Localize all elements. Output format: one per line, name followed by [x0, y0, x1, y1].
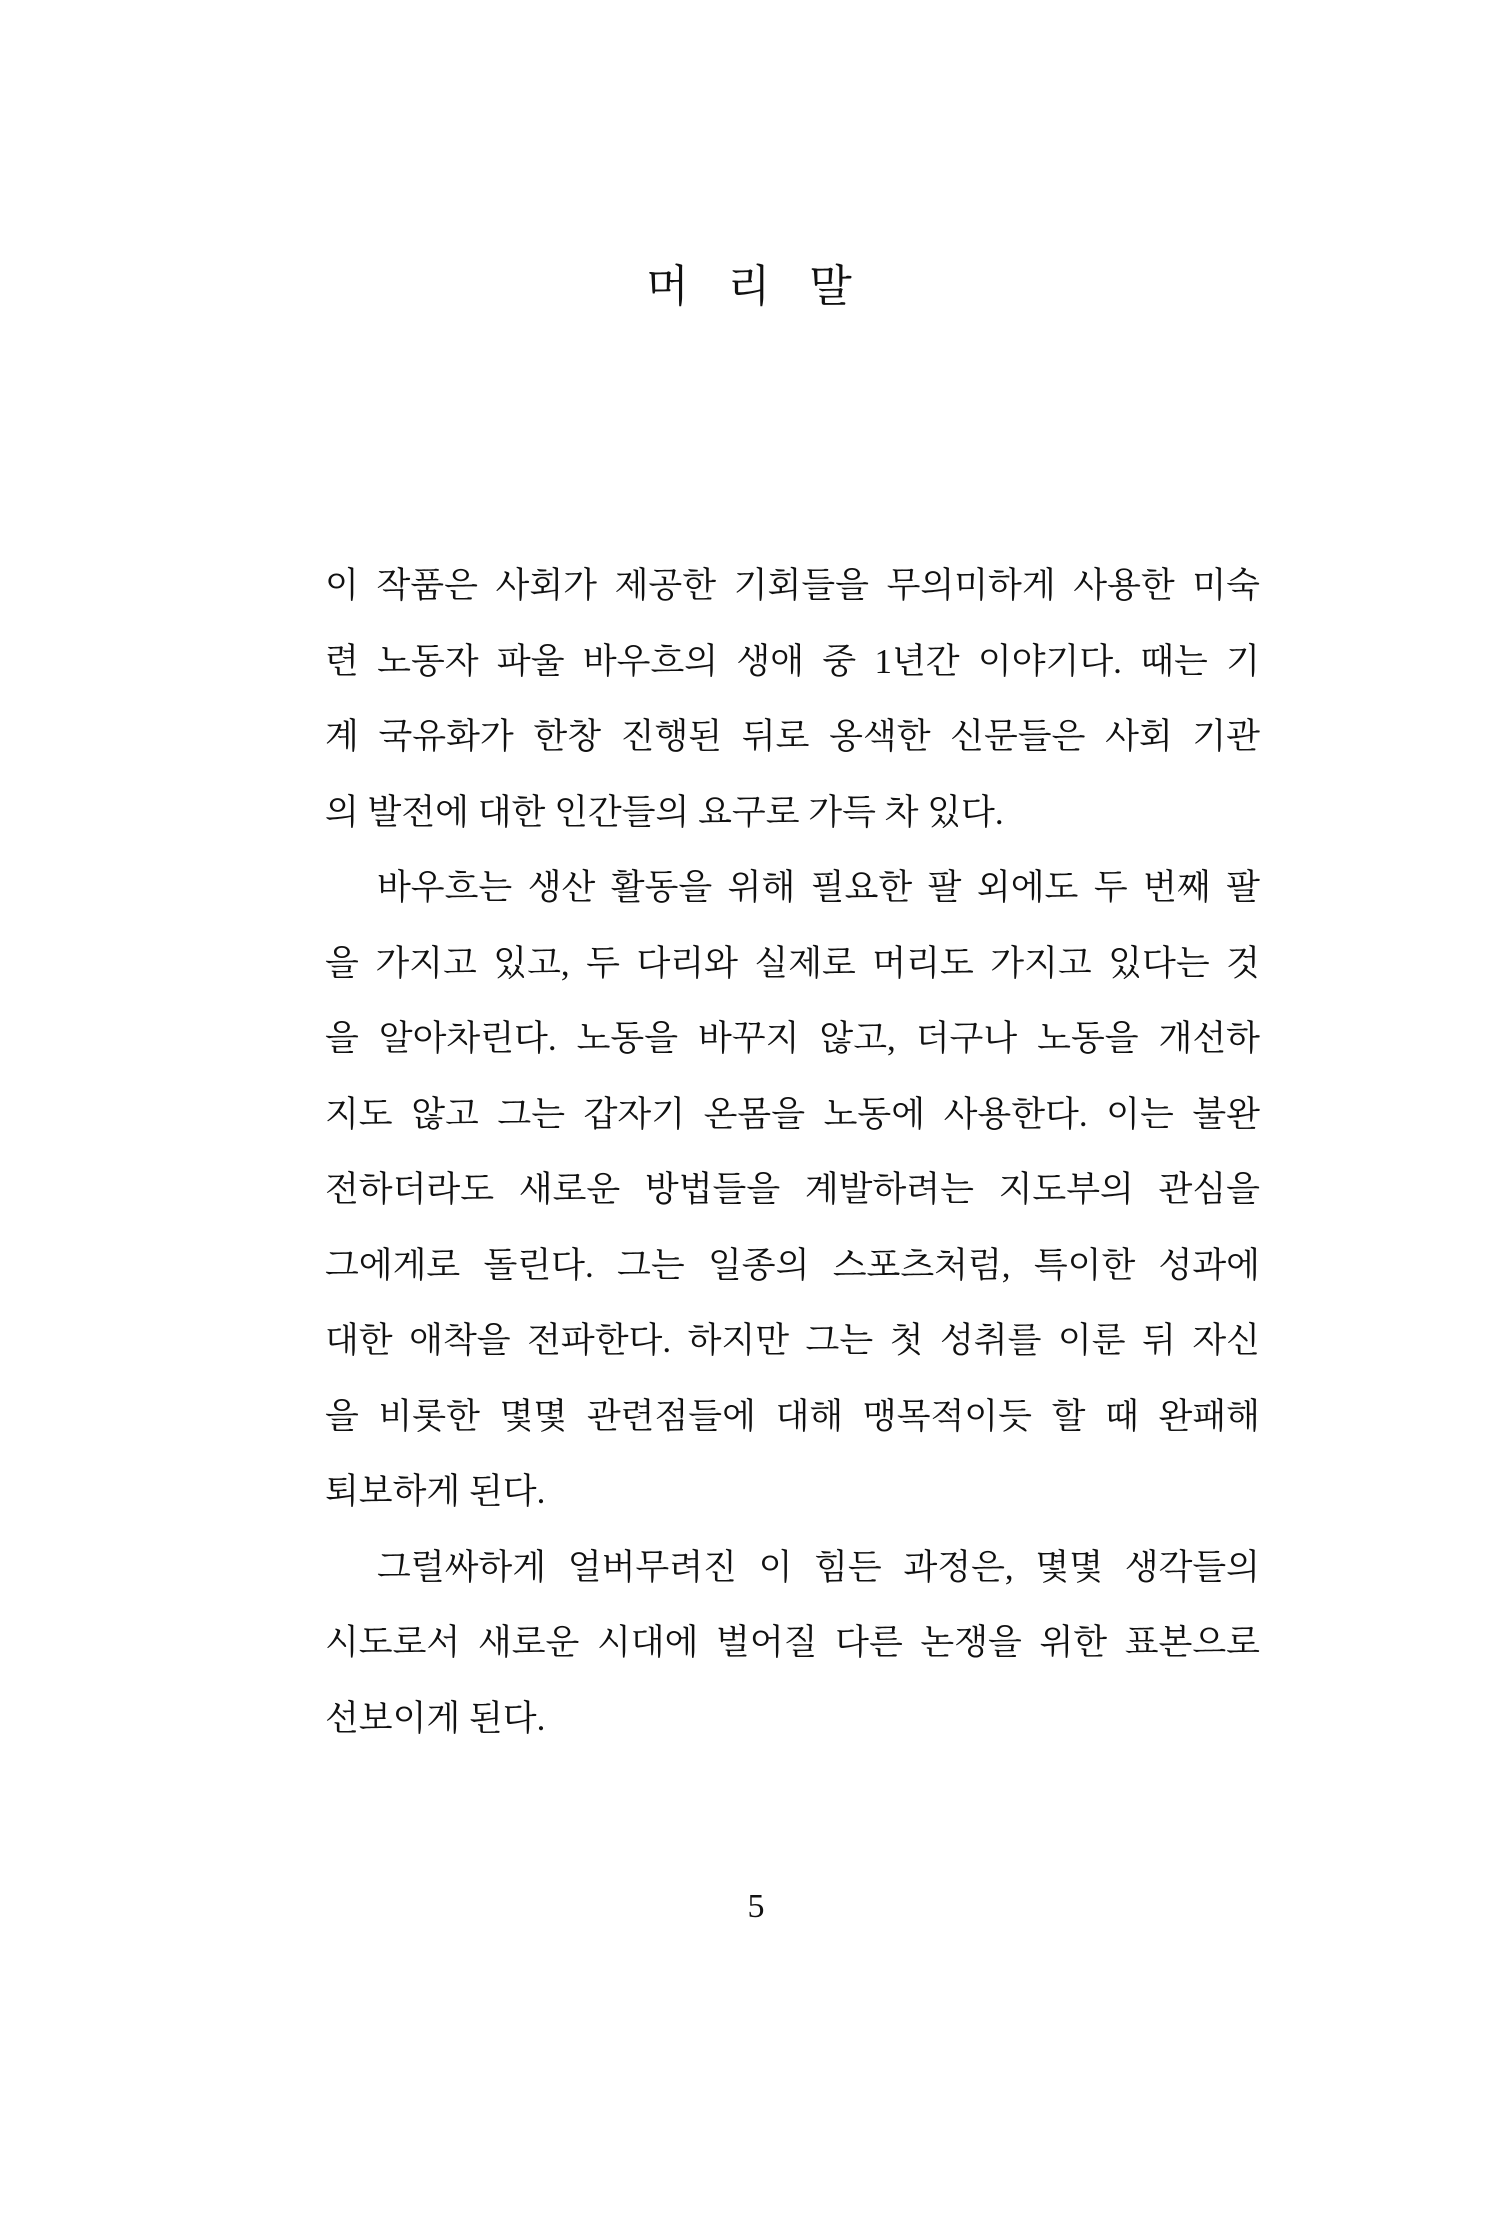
text-line: 대한 애착을 전파한다. 하지만 그는 첫 성취를 이룬 뒤 자신 — [325, 1321, 1260, 1360]
text-line: 을 알아차린다. 노동을 바꾸지 않고, 더구나 노동을 개선하 — [325, 1019, 1260, 1058]
text-line: 을 가지고 있고, 두 다리와 실제로 머리도 가지고 있다는 것 — [325, 943, 1260, 983]
text-line: 이 작품은 사회가 제공한 기회들을 무의미하게 사용한 미숙 — [325, 566, 1260, 605]
preface-body — [325, 548, 1260, 1756]
text-line: 퇴보하게 된다. — [325, 1472, 546, 1511]
text-line: 련 노동자 파울 바우흐의 생애 중 1년간 이야기다. 때는 기 — [325, 641, 1260, 681]
text-line: 시도로서 새로운 시대에 벌어질 다른 논쟁을 위한 표본으로 — [325, 1623, 1260, 1662]
text-line: 계 국유화가 한창 진행된 뒤로 옹색한 신문들은 사회 기관 — [325, 717, 1260, 756]
text-line: 바우흐는 생산 활동을 위해 필요한 팔 외에도 두 번째 팔 — [377, 868, 1260, 907]
paragraph — [325, 548, 1260, 850]
text-line: 전하더라도 새로운 방법들을 계발하려는 지도부의 관심을 — [325, 1170, 1260, 1209]
page-number: 5 — [747, 1888, 765, 1925]
text-line: 지도 않고 그는 갑자기 온몸을 노동에 사용한다. 이는 불완 — [325, 1094, 1260, 1134]
paragraph — [325, 1530, 1260, 1757]
text-line: 그에게로 돌린다. 그는 일종의 스포츠처럼, 특이한 성과에 — [325, 1245, 1260, 1285]
text-line: 의 발전에 대한 인간들의 요구로 가득 차 있다. — [325, 792, 1004, 832]
text-line: 선보이게 된다. — [325, 1698, 546, 1738]
page-title: 머 리 말 — [646, 262, 866, 311]
paragraph — [325, 850, 1260, 1530]
text-line: 을 비롯한 몇몇 관련점들에 대해 맹목적이듯 할 때 완패해 — [325, 1396, 1260, 1436]
text-line: 그럴싸하게 얼버무려진 이 힘든 과정은, 몇몇 생각들의 — [377, 1547, 1260, 1587]
